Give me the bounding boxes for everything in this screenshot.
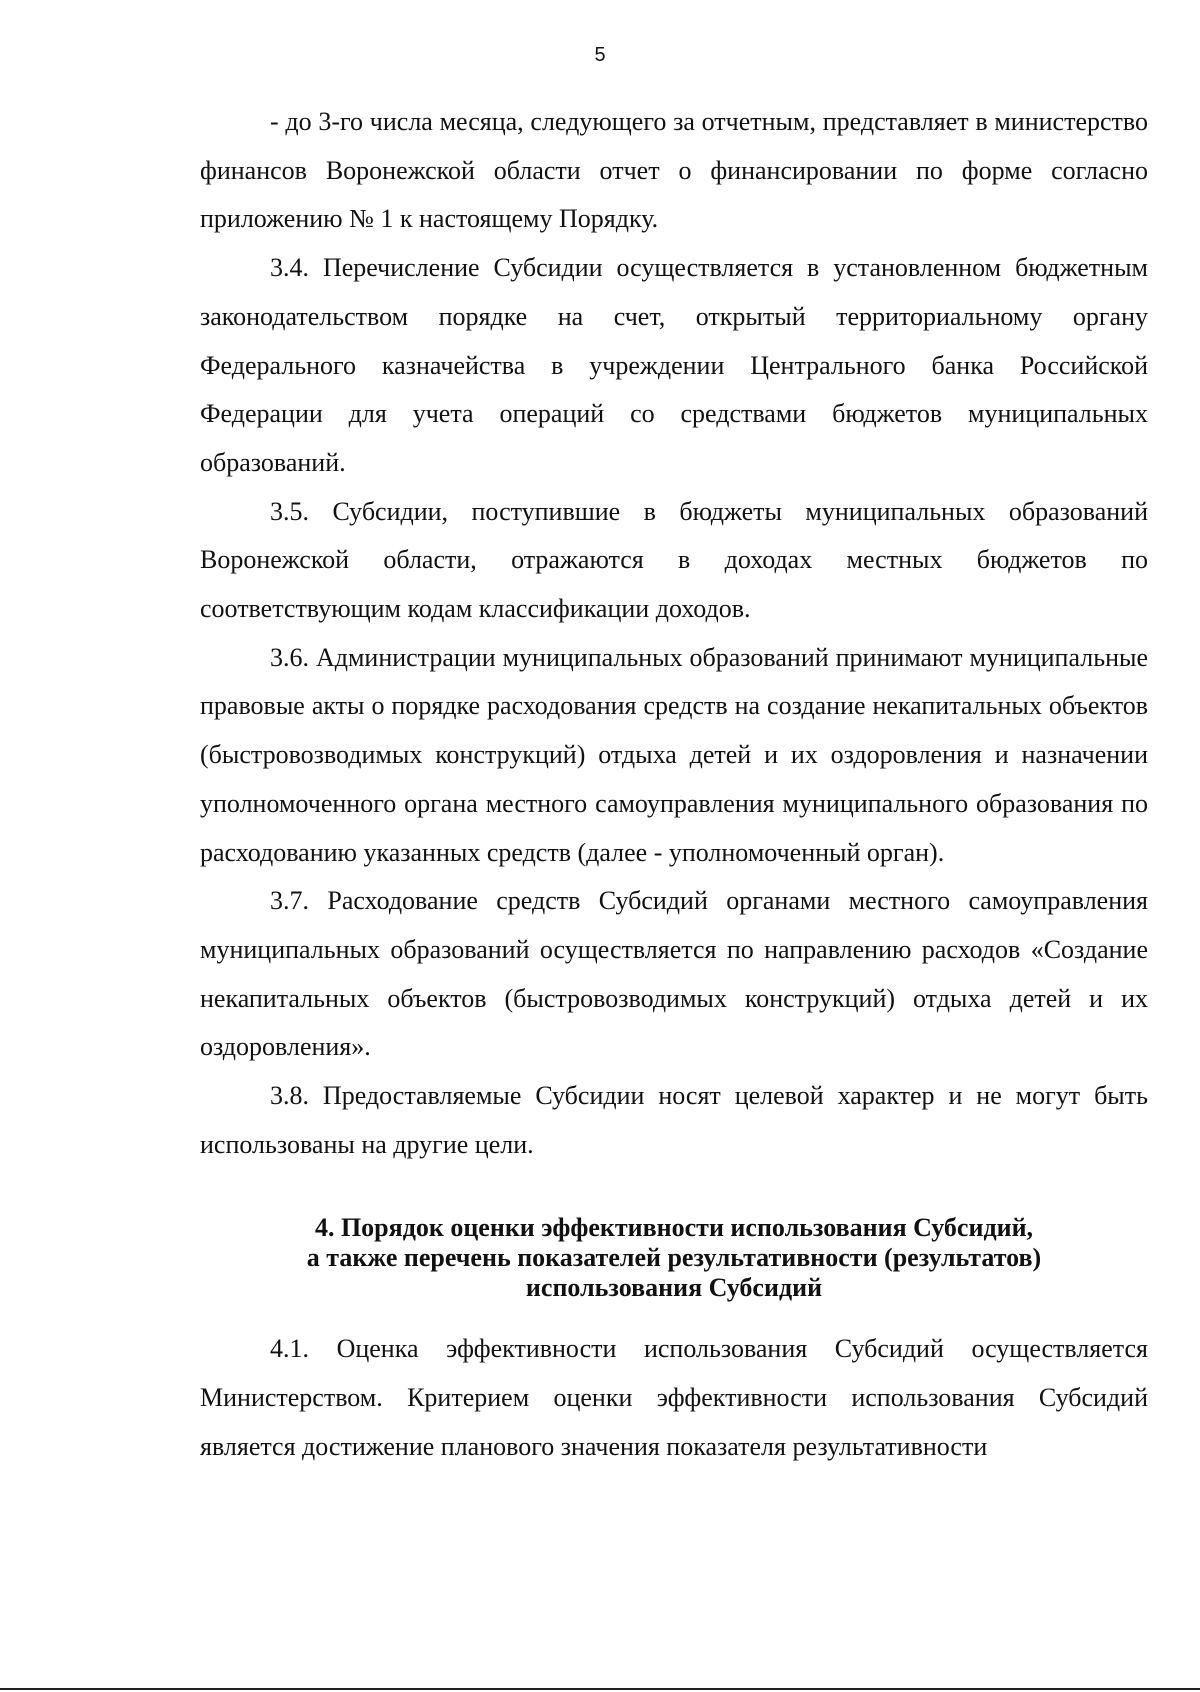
paragraph-4-1: 4.1. Оценка эффективности использования Субсидий осуществляется Министерством. Критерием оценки эффективности использования Субсидий является достижение планового значения показателя результативности	[200, 1334, 1148, 1461]
section-heading-line-3: использования Субсидий	[525, 1273, 823, 1303]
page-bottom-rule	[0, 1688, 1200, 1690]
document-body	[200, 98, 1148, 1472]
section-heading-line-2: а также перечень показателей результативности (результатов)	[306, 1243, 1042, 1273]
paragraph-3-7: 3.7. Расходование средств Субсидий органами местного самоуправления муниципальных образований осуществляется по направлению расходов «Создание некапитальных объектов (быстровозводимых конструкций) отдыха детей и их оздоровления».	[200, 886, 1148, 1062]
paragraph-3-6: 3.6. Администрации муниципальных образований принимают муниципальные правовые акты о порядке расходования средств на создание некапитальных объектов (быстровозводимых конструкций) отдыха детей и их оздоровления и назначении уполномоченного органа местного самоуправления муниципального образования по расходованию указанных средств (далее - уполномоченный орган).	[200, 642, 1148, 867]
section-heading-line-1: 4. Порядок оценки эффективности использования Субсидий,	[314, 1213, 1034, 1243]
paragraph-3-4: 3.4. Перечисление Субсидии осуществляется в установленном бюджетным законодательством порядке на счет, открытый территориальному органу Федерального казначейства в учреждении Центрального банка Российской Федерации для учета операций со средствами бюджетов муниципальных образований.	[200, 253, 1148, 477]
paragraph-continuation: - до 3-го числа месяца, следующего за отчетным, представляет в министерство финансов Воронежской области отчет о финансировании по форме согласно приложению № 1 к настоящему Порядку.	[200, 107, 1148, 234]
page-number: 5	[594, 44, 606, 66]
section-4-heading	[200, 1213, 1148, 1303]
paragraph-3-8: 3.8. Предоставляемые Субсидии носят целевой характер и не могут быть использованы на другие цели.	[200, 1081, 1148, 1159]
paragraph-3-5: 3.5. Субсидии, поступившие в бюджеты муниципальных образований Воронежской области, отражаются в доходах местных бюджетов по соответствующим кодам классификации доходов.	[200, 496, 1148, 624]
